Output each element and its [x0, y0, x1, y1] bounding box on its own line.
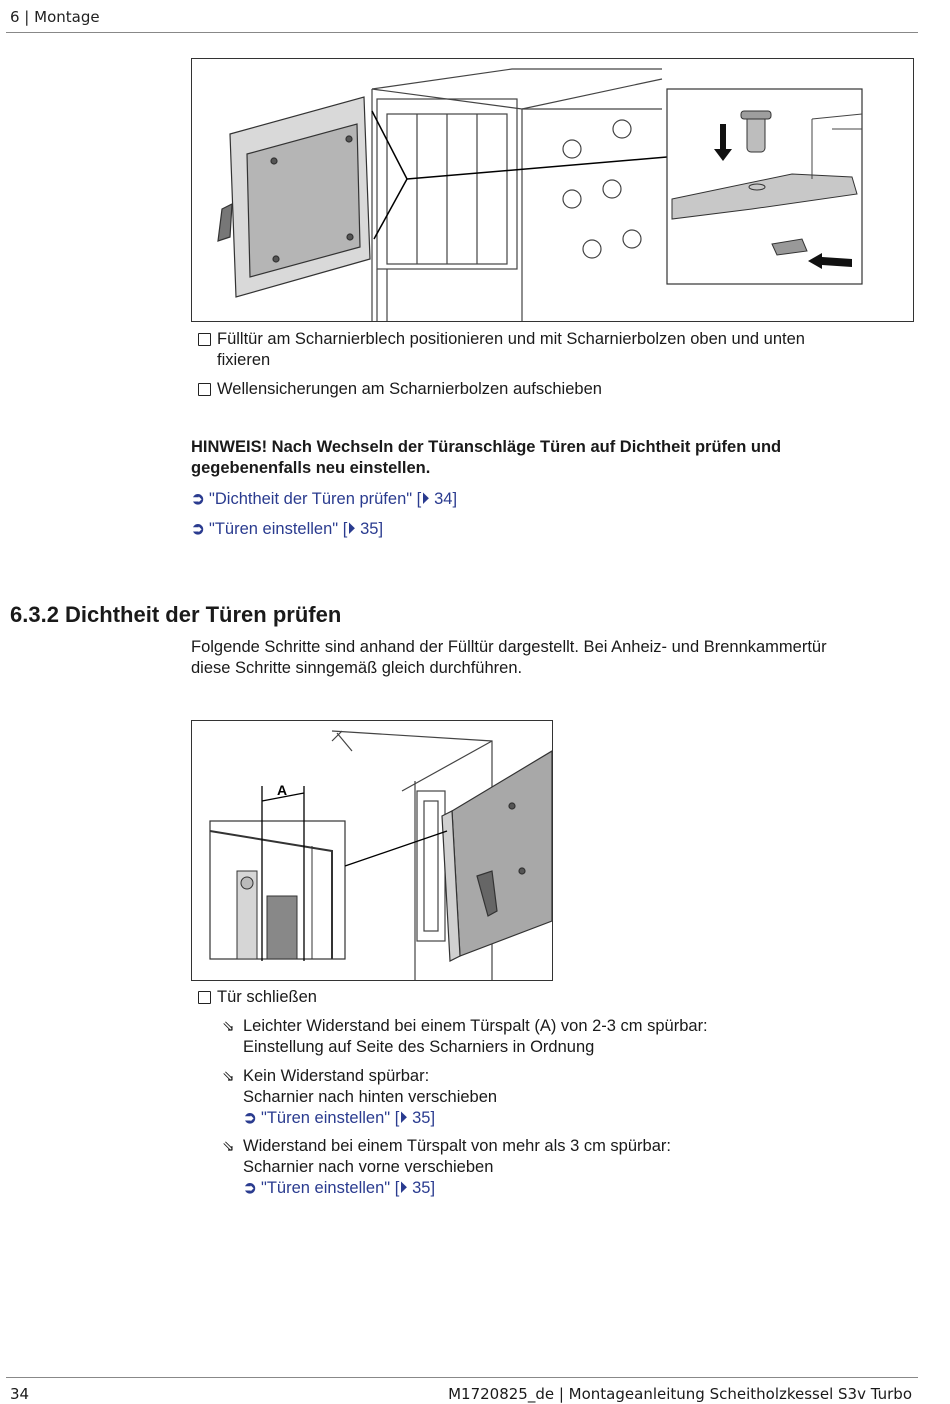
document-title: M1720825_de | Montageanleitung Scheitholzkessel S3v Turbo [448, 1385, 912, 1403]
page-number: 34 [10, 1385, 30, 1403]
gap-label: A [277, 782, 288, 798]
link-check-tightness[interactable] [191, 489, 457, 510]
intro-line2: diese Schritte sinngemäß gleich durchführen. [191, 659, 523, 677]
result-line2: Einstellung auf Seite des Scharniers in Ordnung [243, 1038, 595, 1056]
hinge-illustration [192, 59, 913, 321]
arrow-right-icon: ➲ [243, 1179, 257, 1197]
notice-line1: HINWEIS! Nach Wechseln der Türanschläge Türen auf Dichtheit prüfen und [191, 438, 782, 456]
section-heading: 6.3.2 Dichtheit der Türen prüfen [10, 602, 342, 627]
step-text-line1: Fülltür am Scharnierblech positionieren und mit Scharnierbolzen oben und unten [217, 330, 805, 348]
page-header: 6 | Montage [10, 8, 100, 26]
figure-hinge-mounting [191, 58, 914, 322]
result-line1: Leichter Widerstand bei einem Türspalt (A) von 2-3 cm spürbar: [243, 1017, 708, 1035]
link-text[interactable]: "Türen einstellen" [⏵ 35] [261, 1179, 436, 1197]
link-text[interactable]: "Dichtheit der Türen prüfen" [⏵ 34] [209, 490, 458, 508]
notice-block [191, 437, 891, 479]
link-text[interactable]: "Türen einstellen" [⏵ 35] [209, 520, 384, 538]
intro-line1: Folgende Schritte sind anhand der Fülltür dargestellt. Bei Anheiz- und Brennkammertür [191, 638, 827, 656]
result-line1: Kein Widerstand spürbar: [243, 1067, 430, 1085]
step-text-line2: fixieren [217, 351, 271, 369]
checkbox-icon [198, 333, 211, 346]
footer-divider [6, 1377, 918, 1378]
step-text: Wellensicherungen am Scharnierbolzen aufschieben [217, 380, 602, 398]
notice-line2: gegebenenfalls neu einstellen. [191, 459, 431, 477]
arrow-right-icon: ➲ [243, 1109, 257, 1127]
result-line2: Scharnier nach vorne verschieben [243, 1158, 494, 1176]
checkbox-icon [198, 991, 211, 1004]
link-text[interactable]: "Türen einstellen" [⏵ 35] [261, 1109, 436, 1127]
result-arrow-icon: ⇘ [222, 1018, 235, 1035]
door-gap-illustration [192, 721, 552, 980]
arrow-right-icon: ➲ [191, 520, 205, 538]
result-link[interactable] [243, 1178, 671, 1199]
checkbox-icon [198, 383, 211, 396]
result-arrow-icon: ⇘ [222, 1068, 235, 1085]
figure-door-gap [191, 720, 553, 981]
link-adjust-doors[interactable] [191, 519, 383, 540]
header-divider [6, 32, 918, 33]
step-text: Tür schließen [217, 988, 317, 1006]
result-link[interactable] [243, 1108, 497, 1129]
section-intro [191, 637, 911, 679]
result-line1: Widerstand bei einem Türspalt von mehr als 3 cm spürbar: [243, 1137, 671, 1155]
arrow-right-icon: ➲ [191, 490, 205, 508]
result-line2: Scharnier nach hinten verschieben [243, 1088, 498, 1106]
result-arrow-icon: ⇘ [222, 1138, 235, 1155]
